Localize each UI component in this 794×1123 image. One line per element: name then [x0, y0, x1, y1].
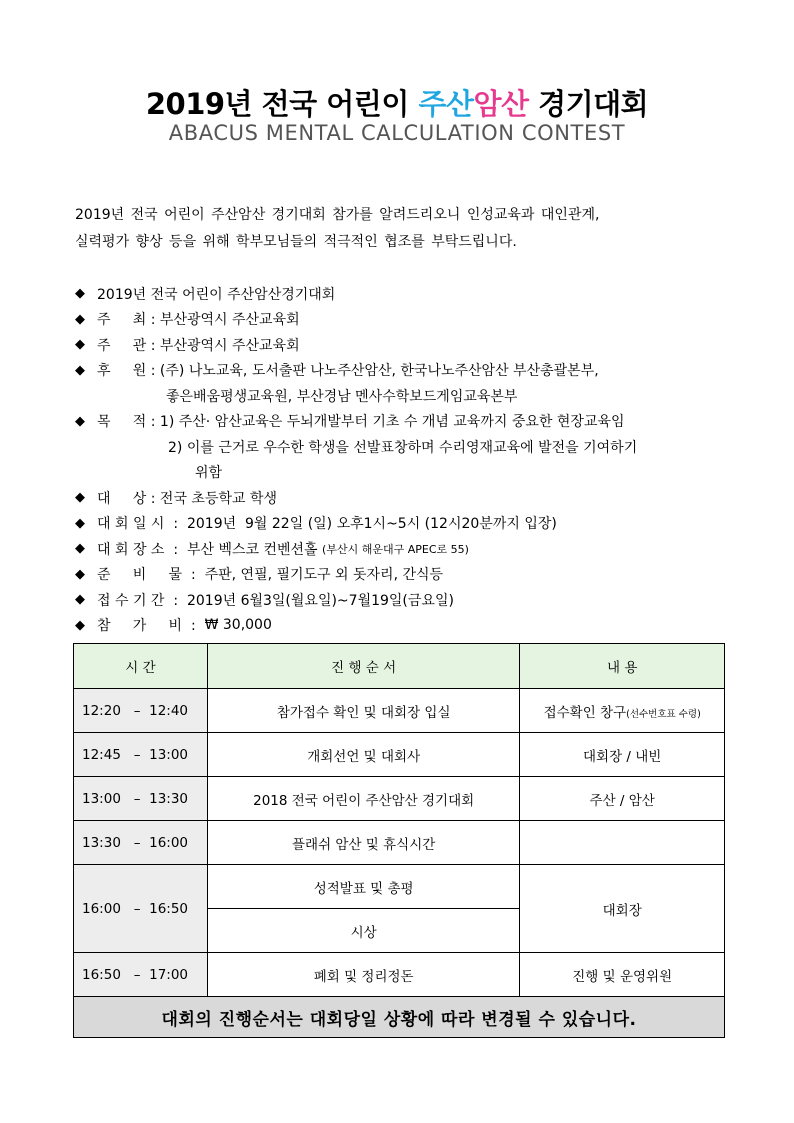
info-item-registration — [75, 587, 755, 613]
header-content: 내 용 — [520, 644, 725, 689]
row-content: 대회장 — [520, 865, 725, 953]
registration-label: 접 수 기 간 : — [97, 592, 187, 609]
diamond-bullet-icon: ◆ — [75, 617, 85, 633]
sponsor-value-1: (주) 나노교육, 도서출판 나노주산암산, 한국나노주산암산 부산총괄본부, — [159, 363, 599, 380]
sponsor-label: 후 원 : — [97, 363, 160, 380]
purpose-value-1: 1) 주산· 암산교육은 두뇌개발부터 기초 수 개념 교육까지 중요한 현장교육임 — [159, 414, 625, 431]
diamond-bullet-icon: ◆ — [75, 490, 85, 506]
diamond-bullet-icon: ◆ — [75, 311, 85, 327]
intro-paragraph — [75, 202, 735, 256]
purpose-value-3: 위함 — [195, 465, 223, 482]
host-value: 부산광역시 주산교육회 — [159, 312, 300, 329]
info-item-prep — [75, 562, 755, 588]
diamond-bullet-icon: ◆ — [75, 541, 85, 557]
row-program: 개회선언 및 대회사 — [207, 733, 519, 777]
prep-label: 준 비 물 : — [97, 567, 205, 584]
fee-value: ₩ 30,000 — [204, 617, 272, 634]
row-time: 13:00 – 13:30 — [74, 777, 208, 821]
prep-value: 주판, 연필, 필기도구 외 돗자리, 간식등 — [204, 567, 444, 584]
diamond-bullet-icon: ◆ — [75, 337, 85, 353]
row-content-main: 접수확인 창구 — [543, 704, 627, 721]
row-program: 2018 전국 어린이 주산암산 경기대회 — [207, 777, 519, 821]
sponsor-value-2: 좋은배움평생교육원, 부산경남 멘사수학보드게임교육본부 — [166, 388, 518, 405]
purpose-label: 목 적 : — [97, 414, 160, 431]
info-item-purpose-cont — [75, 434, 755, 460]
info-item-purpose-cont-2 — [75, 460, 755, 486]
datetime-value: 2019년 9월 22일 (일) 오후1시~5시 (12시20분까지 입장) — [186, 516, 557, 533]
row-content: 주산 / 암산 — [520, 777, 725, 821]
info-item-purpose — [75, 409, 755, 435]
page-subtitle: ABACUS MENTAL CALCULATION CONTEST — [168, 121, 626, 145]
event-info-list — [75, 281, 755, 638]
row-time: 16:00 – 16:50 — [74, 865, 208, 953]
row-time: 12:45 – 13:00 — [74, 733, 208, 777]
schedule-table — [73, 643, 725, 1038]
diamond-bullet-icon: ◆ — [75, 413, 85, 429]
target-label: 대 상 : — [97, 490, 160, 507]
fee-label: 참 가 비 : — [97, 618, 205, 635]
info-item-host — [75, 307, 755, 333]
info-item-sponsor-cont — [75, 383, 755, 409]
header-program: 진 행 순 서 — [207, 644, 519, 689]
venue-detail: (부산시 해운대구 APEC로 55) — [322, 542, 469, 556]
event-name: 2019년 전국 어린이 주산암산경기대회 — [97, 286, 336, 303]
venue-label: 대 회 장 소 : — [97, 541, 187, 558]
table-row — [74, 821, 725, 865]
row-time: 12:20 – 12:40 — [74, 689, 208, 733]
row-content — [520, 821, 725, 865]
row-time: 16:50 – 17:00 — [74, 953, 208, 997]
diamond-bullet-icon: ◆ — [75, 362, 85, 378]
title-part-4: 경기대회 — [528, 87, 649, 121]
row-program: 성적발표 및 총평 — [207, 865, 519, 909]
table-row — [74, 777, 725, 821]
header-time: 시 간 — [74, 644, 208, 689]
page-title — [0, 82, 794, 123]
datetime-label: 대 회 일 시 : — [97, 516, 187, 533]
purpose-value-2: 2) 이를 근거로 우수한 학생을 선발표창하며 수리영재교육에 발전을 기여하기 — [168, 439, 638, 456]
diamond-bullet-icon: ◆ — [75, 592, 85, 608]
table-row — [74, 953, 725, 997]
venue-value: 부산 벡스코 컨벤션홀 — [186, 541, 323, 558]
row-program-2: 시상 — [207, 909, 519, 953]
info-item-fee — [75, 613, 755, 639]
organizer-value: 부산광역시 주산교육회 — [159, 337, 300, 354]
info-item-venue — [75, 536, 755, 562]
table-row — [74, 733, 725, 777]
organizer-label: 주 관 : — [97, 337, 160, 354]
info-item-target — [75, 485, 755, 511]
row-program: 참가접수 확인 및 대회장 입실 — [207, 689, 519, 733]
info-item-sponsor — [75, 358, 755, 384]
title-abacus: 주산 — [418, 87, 474, 121]
diamond-bullet-icon: ◆ — [75, 566, 85, 582]
row-content: 진행 및 운영위원 — [520, 953, 725, 997]
title-part-1: 2019년 전국 어린이 — [145, 87, 419, 121]
registration-value: 2019년 6월3일(월요일)~7월19일(금요일) — [186, 592, 454, 609]
diamond-bullet-icon: ◆ — [75, 286, 85, 302]
row-program: 폐회 및 정리정돈 — [207, 953, 519, 997]
row-program: 플래쉬 암산 및 휴식시간 — [207, 821, 519, 865]
diamond-bullet-icon: ◆ — [75, 515, 85, 531]
table-row — [74, 865, 725, 909]
row-time: 13:30 – 16:00 — [74, 821, 208, 865]
intro-line-2: 실력평가 향상 등을 위해 학부모님들의 적극적인 협조를 부탁드립니다. — [75, 234, 517, 250]
table-row — [74, 689, 725, 733]
info-item-datetime — [75, 511, 755, 537]
host-label: 주 최 : — [97, 312, 160, 329]
table-header-row — [74, 644, 725, 689]
row-content — [520, 689, 725, 733]
intro-line-1: 2019년 전국 어린이 주산암산 경기대회 참가를 알려드리오니 인성교육과 대인관계, — [75, 207, 600, 223]
row-content: 대회장 / 내빈 — [520, 733, 725, 777]
info-item-event — [75, 281, 755, 307]
target-value: 전국 초등학교 학생 — [159, 490, 278, 507]
schedule-notice: 대회의 진행순서는 대회당일 상황에 따라 변경될 수 있습니다. — [74, 997, 725, 1038]
table-footer-row — [74, 997, 725, 1038]
row-content-note: (선수번호표 수령) — [626, 708, 701, 720]
title-mental: 암산 — [473, 87, 529, 121]
info-item-organizer — [75, 332, 755, 358]
